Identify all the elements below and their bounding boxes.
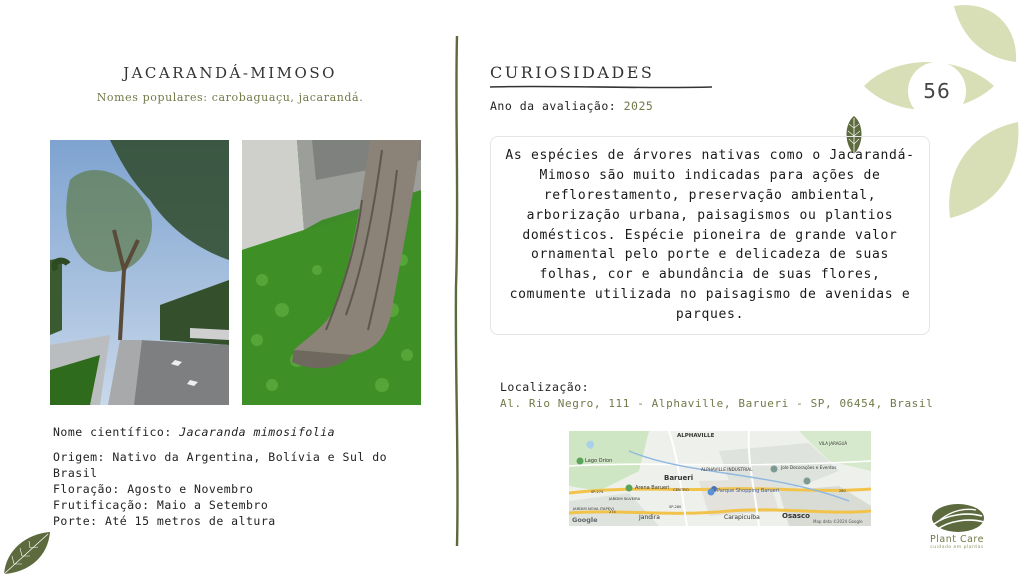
map-road-label-274: 274 (609, 510, 616, 514)
map-label-alphaville-industrial: ALPHAVILLE INDUSTRIAL (701, 467, 753, 472)
detail-size: Porte: Até 15 metros de altura (53, 514, 276, 528)
map-label-vila-jaragua: VILA JARAGUÁ (819, 441, 848, 446)
year-label: Ano da avaliação: (490, 99, 624, 113)
detail-fruiting: Frutificação: Maio a Setembro (53, 498, 269, 512)
map-road-label-sp274: SP-274 (591, 490, 604, 494)
tree-photo-street (50, 140, 229, 405)
scientific-label: Nome científico: (53, 425, 180, 439)
curiosities-text: As espécies de árvores nativas como o Jacarandá-Mimoso são muito indicadas para ações de reflorestamento, preservação ambiental, arborização urbana, paisagismos ou plantios domésticos. Espécie pioneira de grande valor ornamental pelo porte e delicadeza de suas folhas, cor e abundância de suas flores, comumente utilizada no paisagismo de avenidas e parques. (505, 148, 915, 322)
species-details (53, 449, 393, 529)
map-label-jardim-silveira: JARDIM SILVEIRA (609, 496, 641, 501)
map-road-label-sp280: SP-280 (669, 505, 682, 509)
location-label: Localização: (500, 380, 590, 394)
brand-name: Plant Care (930, 534, 984, 545)
detail-origin: Origem: Nativo da Argentina, Bolívia e Sul do Brasil (53, 450, 388, 480)
map-label-parque-shopping: Parque Shopping Barueri (717, 488, 780, 494)
map-label-alphaville: ALPHAVILLE (677, 433, 715, 439)
brand-tagline: cuidado em plantas (930, 545, 984, 550)
map-label-carapicuiba: Carapicuíba (724, 514, 760, 521)
year-value: 2025 (623, 99, 654, 113)
map-label-jole: Jole Decorações e Eventos (781, 465, 837, 470)
popular-names: Nomes populares: carobaguaçu, jacarandá. (96, 91, 364, 104)
map-road-label-280: 280 (839, 489, 846, 493)
leaf-bottom-left-icon (0, 526, 56, 576)
curiosities-box (490, 136, 930, 335)
google-logo: Google (572, 516, 598, 524)
title-underline (490, 84, 712, 90)
map-label-centro: CENTRO (673, 487, 689, 492)
map-label-arena-barueri: Arena Barueri (635, 485, 670, 491)
detail-flowering: Floração: Agosto e Novembro (53, 482, 254, 496)
curiosities-title: CURIOSIDADES (490, 63, 655, 82)
map-label-jardim-nova-itapevi: JARDIM NOVA ITAPEVI (573, 506, 614, 511)
species-title: JACARANDÁ-MIMOSO (123, 64, 337, 82)
page-number: 56 (908, 62, 966, 120)
vertical-divider (452, 36, 462, 546)
map-label-lago-orion: Lago Orion (585, 458, 613, 464)
scientific-name-line (53, 424, 393, 440)
map-label-jandira: Jandira (639, 514, 660, 521)
tree-trunk-photo (242, 140, 421, 405)
map-label-osasco: Osasco (782, 512, 810, 520)
map-label-barueri: Barueri (664, 474, 694, 482)
location-address: Al. Rio Negro, 111 - Alphaville, Barueri - SP, 06454, Brasil (500, 397, 934, 410)
location-map[interactable] (569, 431, 871, 526)
map-attribution: Map data ©2024 Google (813, 519, 863, 524)
scientific-name: Jacaranda mimosifolia (179, 425, 336, 439)
evaluation-year (490, 99, 653, 113)
